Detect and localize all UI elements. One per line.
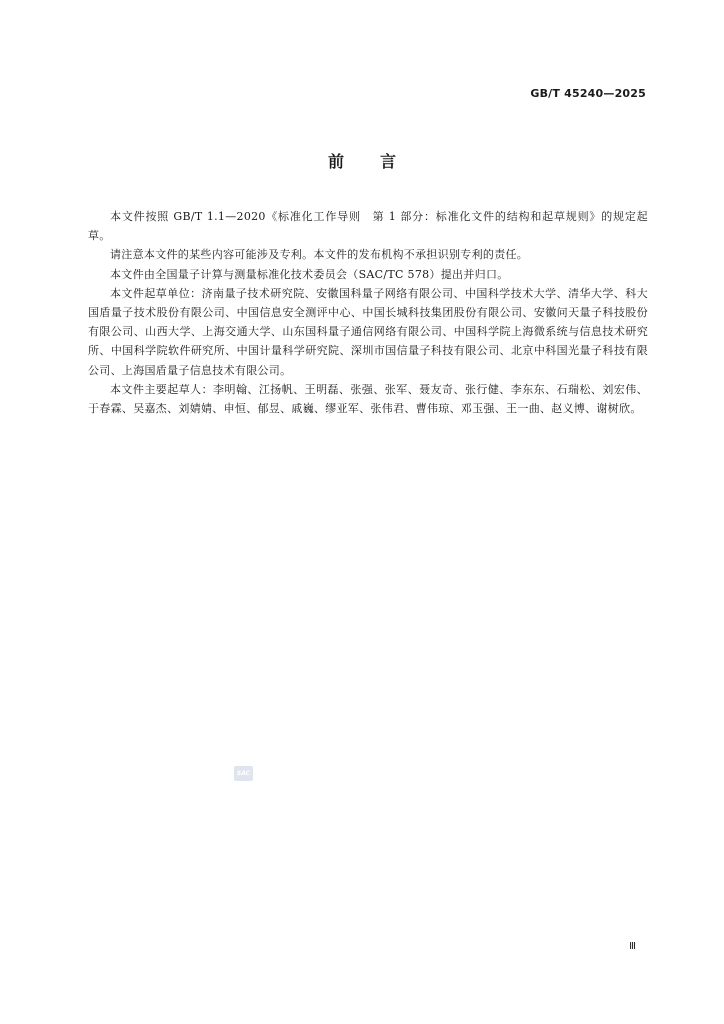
page-title: 前言 xyxy=(327,152,432,171)
paragraph-drafting-units: 本文件起草单位：济南量子技术研究院、安徽国科量子网络有限公司、中国科学技术大学、清华大学、科大国盾量子技术股份有限公司、中国信息安全测评中心、中国长城科技集团股份有限公司、安徽问天量子科技股份有限公司、山西大学、上海交通大学、山东国科量子通信网络有限公司、中国科学院上海微系统与信息技术研究所、中国科学院软件研究所、中国计量科学研究院、深圳市国信量子科技有限公司、北京中科国光量子科技有限公司、上海国盾量子信息技术有限公司。 xyxy=(88,286,648,377)
paragraph-patent-notice: 请注意本文件的某些内容可能涉及专利。本文件的发布机构不承担识别专利的责任。 xyxy=(110,248,529,262)
sac-watermark-logo: SAC xyxy=(234,766,253,781)
paragraph-proposer: 本文件由全国量子计算与测量标准化技术委员会（SAC/TC 578）提出并归口。 xyxy=(110,267,509,281)
foreword-body xyxy=(88,207,648,418)
standard-code: GB/T 45240—2025 xyxy=(530,87,646,100)
page-number: Ⅲ xyxy=(629,941,635,952)
paragraph-drafters: 本文件主要起草人：李明翰、江扬帆、王明磊、张强、张军、聂友奇、张行健、李东东、石瑞松、刘宏伟、于春霖、吴嘉杰、刘婧婧、申恒、郁昱、戚巍、缪亚军、张伟君、曹伟琼、邓玉强、王一曲、赵义博、谢树欣。 xyxy=(88,382,648,416)
paragraph-drafting-rules: 本文件按照 GB/T 1.1—2020《标准化工作导则 第 1 部分：标准化文件的结构和起草规则》的规定起草。 xyxy=(88,210,648,243)
